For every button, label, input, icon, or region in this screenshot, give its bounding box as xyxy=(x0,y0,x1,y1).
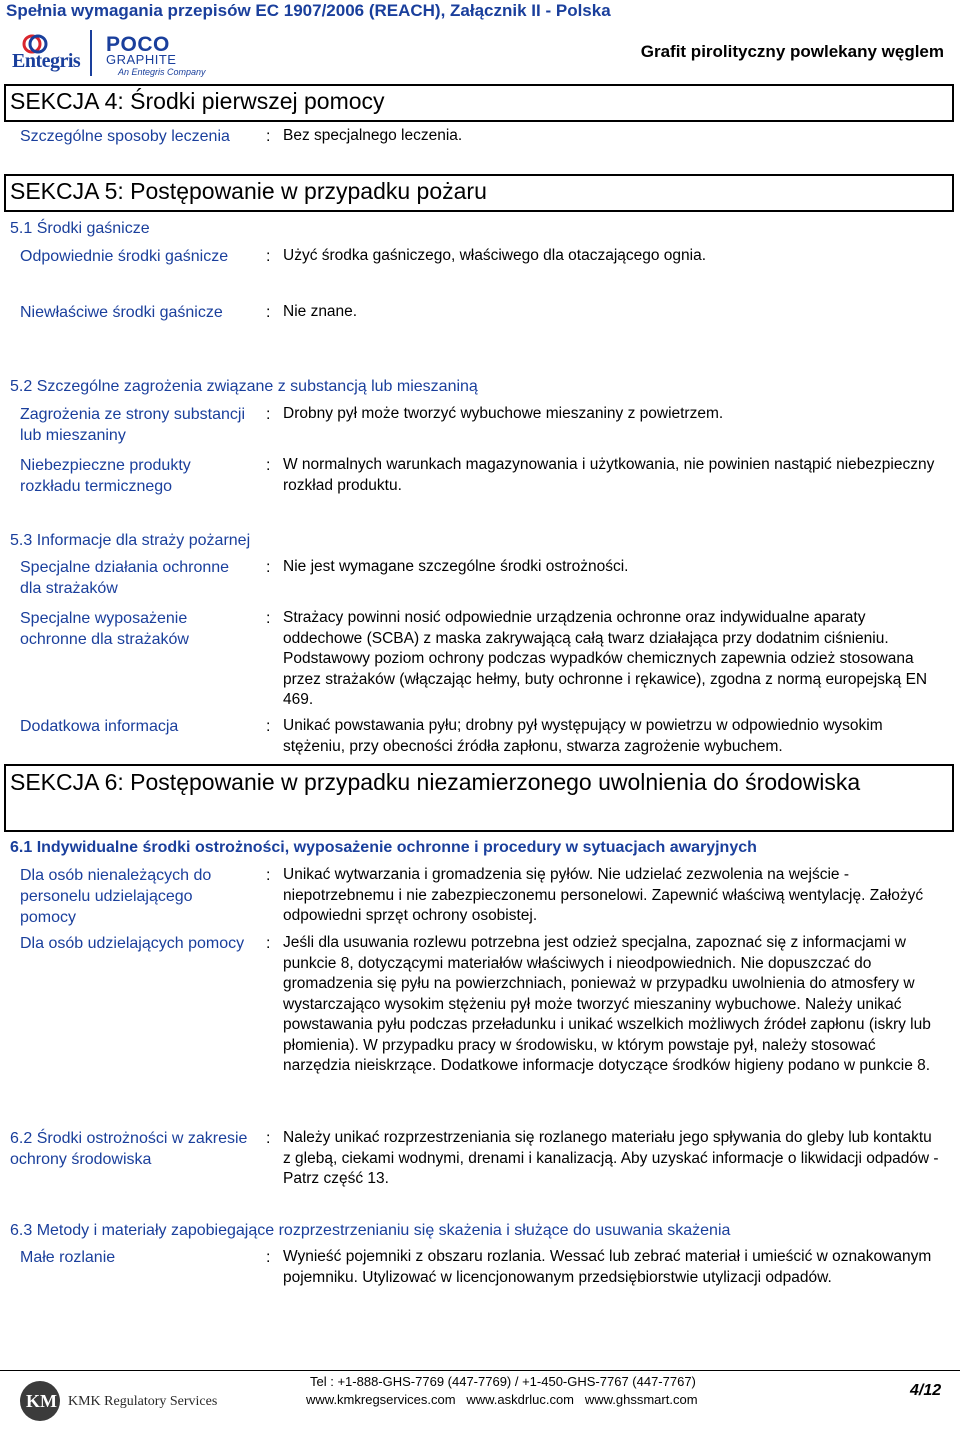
subsection-5-1-heading: 5.1 Środki gaśnicze xyxy=(10,220,150,237)
field-value: Unikać powstawania pyłu; drobny pył występujący w powietrzu w odpowiednio wysokim stężeniu, przy obecności źródła zapłonu, stwarza zagrożenie wybuchem. xyxy=(283,717,883,755)
colon: : xyxy=(266,128,271,145)
colon: : xyxy=(266,867,271,884)
field-value: Unikać wytwarzania i gromadzenia się pyłów. Nie udzielać zezwolenia na wejście - niepotrzebnemu i nie zabezpieczonemu personelowi. Zapewnić właściwą wentylację. Założyć odpowiedni sprzęt ochrony osobistej. xyxy=(283,866,924,924)
colon: : xyxy=(266,304,271,321)
kmk-logo-letters: KM xyxy=(26,1391,57,1411)
subsection-6-3-heading: 6.3 Metody i materiały zapobiegające rozprzestrzenianiu się skażenia i służące do usuwania skażenia xyxy=(10,1222,731,1239)
page-number: 4/12 xyxy=(910,1382,942,1399)
footer-divider xyxy=(0,1370,960,1371)
field-value: Jeśli dla usuwania rozlewu potrzebna jest odzież specjalna, zapoznać się z informacjami w punkcie 8, dotyczącymi materiałów właściwych i nieodpowiednich. Nie dopuszczać do gromadzenia się pyłu na powierzchniach, ponieważ w przypadku uwolnienia do atmosfery w wystarczająco wysokim stężeniu pył może tworzyć mieszaniny wybuchowe. Należy unikać powstawania pyłu podczas przeładunku i unikać wszelkich możliwych źródeł zapłonu (iskry lub płomienia). W przypadku pracy w środowisku, w którym powstaje pył, należy stosować narzędzia nieiskrzące. Dodatkowe informacje dotyczące środków higieny podano w punkcie 8. xyxy=(283,934,931,1074)
field-label: Odpowiednie środki gaśnicze xyxy=(20,248,229,265)
subsection-5-2-heading: 5.2 Szczególne zagrożenia związane z substancją lub mieszaniną xyxy=(10,378,478,395)
field-label: Dla osób udzielających pomocy xyxy=(20,935,245,952)
poco-logo-text: POCO xyxy=(106,33,170,56)
colon: : xyxy=(266,248,271,265)
colon: : xyxy=(266,935,271,952)
colon: : xyxy=(266,406,271,423)
regulation-title: Spełnia wymagania przepisów EC 1907/2006 (REACH), Załącznik II - Polska xyxy=(6,1,611,20)
entegris-logo-text: Entegris xyxy=(12,50,81,72)
subsection-6-2-heading: 6.2 Środki ostrożności w zakresie ochrony środowiska xyxy=(10,1130,248,1168)
field-label: Dodatkowa informacja xyxy=(20,718,179,735)
footer-websites: www.kmkregservices.com www.askdrluc.com www.ghssmart.com xyxy=(306,1392,698,1407)
subsection-5-3-heading: 5.3 Informacje dla straży pożarnej xyxy=(10,532,251,549)
field-value: Użyć środka gaśniczego, właściwego dla otaczającego ognia. xyxy=(283,247,707,264)
logo-divider xyxy=(90,30,92,76)
top-banner xyxy=(0,0,960,22)
field-value: Strażacy powinni nosić odpowiednie urządzenia ochronne oraz indywidualne aparaty oddechowe (SCBA) z maska zakrywającą całą twarz działająca przy dodatnim ciśnieniu. Podstawowy poziom ochrony podczas wypadków chemicznych zapewnia odzież stosowana przez strażaków (włączając hełmy, buty ochronne i rękawice), zgodna z normą europejską EN 469. xyxy=(283,609,928,708)
field-value: W normalnych warunkach magazynowania i użytkowania, nie powinien nastąpić niebezpieczny rozkład produktu. xyxy=(283,456,935,494)
graphite-logo-text: GRAPHITE xyxy=(106,52,177,67)
colon: : xyxy=(266,1130,271,1147)
field-value: Nie znane. xyxy=(283,303,358,320)
field-value: Wynieść pojemniki z obszaru rozlania. Wessać lub zebrać materiał i umieścić w oznakowanym pojemniku. Utylizować w licencjonowanym przedsiębiorstwie utylizacji odpadów. xyxy=(283,1248,932,1286)
field-value: Należy unikać rozprzestrzeniania się rozlanego materiału jego spływania do gleby lub kontaktu z glebą, ciekami wodnymi, drenami i kanalizacją. Aby uzyskać informacje o likwidacji odpadów - Patrz część 13. xyxy=(283,1129,939,1187)
footer-phone: Tel : +1-888-GHS-7769 (447-7769) / +1-450-GHS-7767 (447-7767) xyxy=(310,1374,696,1389)
company-tagline: An Entegris Company xyxy=(118,67,206,77)
field-value: Nie jest wymagane szczególne środki ostrożności. xyxy=(283,558,629,575)
field-label: Niebezpieczne produkty rozkładu termicznego xyxy=(20,457,191,495)
field-label: Szczególne sposoby leczenia xyxy=(20,128,230,145)
field-label: Małe rozlanie xyxy=(20,1249,116,1266)
colon: : xyxy=(266,559,271,576)
section-5-title: SEKCJA 5: Postępowanie w przypadku pożaru xyxy=(10,178,487,204)
field-value: Bez specjalnego leczenia. xyxy=(283,127,463,144)
product-name: Grafit pirolityczny powlekany węglem xyxy=(640,42,944,61)
kmk-logo-text: KMK Regulatory Services xyxy=(68,1394,218,1409)
subsection-6-1-heading: 6.1 Indywidualne środki ostrożności, wyposażenie ochronne i procedury w sytuacjach awaryjnych xyxy=(10,839,757,856)
colon: : xyxy=(266,457,271,474)
field-value: Drobny pył może tworzyć wybuchowe mieszaniny z powietrzem. xyxy=(283,405,724,422)
field-label: Zagrożenia ze strony substancji lub mieszaniny xyxy=(20,406,245,444)
field-label: Dla osób nienależących do personelu udzielającego pomocy xyxy=(20,867,212,926)
colon: : xyxy=(266,718,271,735)
section-4-title: SEKCJA 4: Środki pierwszej pomocy xyxy=(10,88,385,114)
section-6-title: SEKCJA 6: Postępowanie w przypadku niezamierzonego uwolnienia do środowiska xyxy=(10,769,861,795)
field-label: Specjalne wyposażenie ochronne dla strażaków xyxy=(20,610,189,648)
field-label: Specjalne działania ochronne dla strażaków xyxy=(20,559,230,597)
field-label: Niewłaściwe środki gaśnicze xyxy=(20,304,223,321)
colon: : xyxy=(266,1249,271,1266)
colon: : xyxy=(266,610,271,627)
